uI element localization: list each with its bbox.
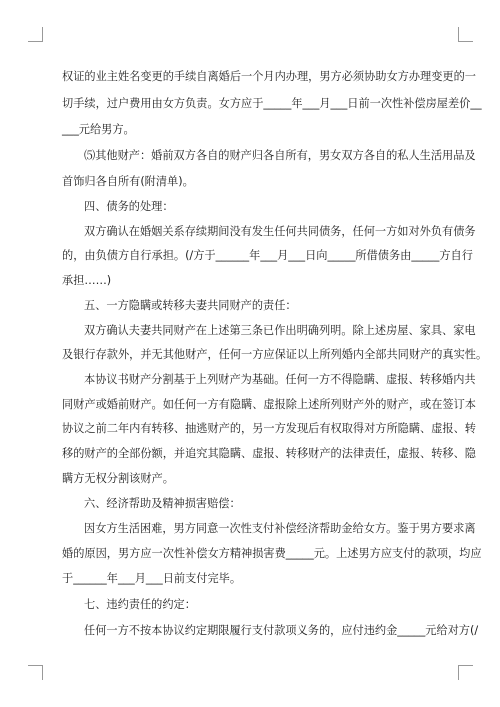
body-text-line: 的，由负债方自行承担。(/方于______年___月___日向_____所借债务由_____方自行 (62, 249, 473, 262)
body-text-line: ⑸其他财产：婚前双方各自的财产归各自所有，男女双方各自的私人生活用品及 (84, 149, 476, 162)
body-text-line: ___元给男方。 (62, 123, 135, 136)
body-text-line: 双方确认在婚姻关系存续期间没有发生任何共同债务，任何一方如对外负有债务 (84, 225, 476, 238)
body-text-line: 婚的原因，男方应一次性补偿女方精神损害费_____元。上述男方应支付的款项，均应 (62, 547, 482, 560)
section-heading: 七、违约责任的约定： (84, 598, 196, 611)
body-text-line: 切手续，过户费用由女方负责。女方应于_____年___月___日前一次性补偿房屋差价__ (62, 97, 482, 110)
body-text-line: 双方确认夫妻共同财产在上述第三条已作出明确列明。除上述房屋、家具、家电 (84, 324, 476, 337)
body-text-line: 移的财产的全部份额，并追究其隐瞒、虚报、转移财产的法律责任，虚报、转移、隐 (62, 447, 476, 460)
body-text-line: 于______年___月___日前支付完毕。 (62, 572, 242, 585)
body-text-line: 本协议书财产分割基于上列财产为基础。任何一方不得隐瞒、虚报、转移婚内共 (84, 373, 476, 386)
page-corner-mark (28, 27, 43, 42)
section-heading: 五、一方隐瞒或转移夫妻共同财产的责任： (84, 299, 297, 312)
body-text-line: 权证的业主姓名变更的手续自离婚后一个月内办理，男方必须协助女方办理变更的一 (62, 70, 476, 83)
page-corner-mark (458, 665, 473, 680)
section-heading: 六、经济帮助及精神损害赔偿： (84, 497, 241, 510)
body-text-line: 瞒方无权分割该财产。 (62, 472, 174, 485)
body-text-line: 承担……) (62, 274, 112, 287)
body-text-line: 及银行存款外，并无其他财产，任何一方应保证以上所列婚内全部共同财产的真实性。 (62, 348, 488, 361)
body-text-line: 协议之前二年内有转移、抽逃财产的，另一方发现后有权取得对方所隐瞒、虚报、转 (62, 422, 476, 435)
body-text-line: 同财产或婚前财产。如任何一方有隐瞒、虚报除上述所列财产外的财产，或在签订本 (62, 398, 476, 411)
page-corner-mark (458, 27, 473, 42)
body-text-line: 首饰归各自所有(附清单)。 (62, 175, 194, 188)
page-corner-mark (28, 665, 43, 680)
section-heading: 四、债务的处理： (84, 200, 174, 213)
body-text-line: 因女方生活困难，男方同意一次性支付补偿经济帮助金给女方。鉴于男方要求离 (84, 522, 476, 535)
body-text-line: 任何一方不按本协议约定期限履行支付款项义务的，应付违约金_____元给对方(/ (84, 624, 479, 637)
